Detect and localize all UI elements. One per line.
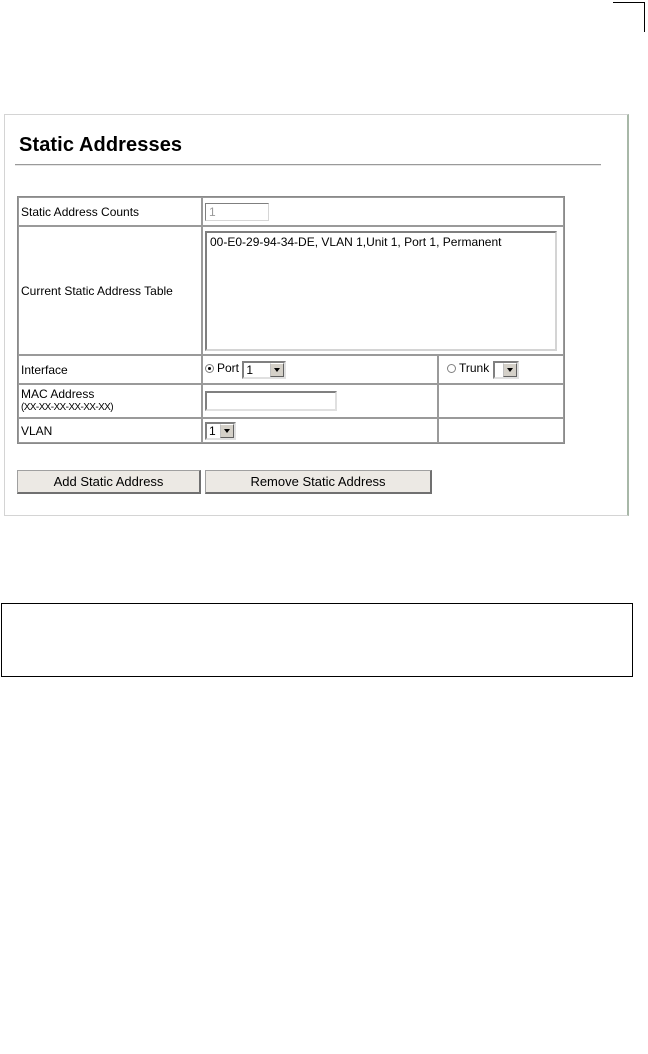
chevron-down-icon[interactable] <box>220 424 234 438</box>
mac-address-field[interactable] <box>205 391 337 411</box>
interface-port-cell <box>202 355 438 384</box>
trunk-select[interactable] <box>493 361 519 379</box>
title-divider <box>15 164 601 166</box>
static-address-counts-field <box>205 203 269 221</box>
port-select-value: 1 <box>246 362 254 377</box>
row-static-address-counts <box>18 197 564 226</box>
row-current-static-address-table <box>18 226 564 355</box>
static-address-counts-label: Static Address Counts <box>18 197 202 226</box>
static-addresses-panel <box>4 114 629 516</box>
page-corner-mark <box>613 2 645 32</box>
current-static-address-listbox[interactable] <box>205 231 557 351</box>
interface-label: Interface <box>18 355 202 384</box>
chevron-down-icon[interactable] <box>270 363 284 377</box>
remove-static-address-button[interactable]: Remove Static Address <box>205 470 432 494</box>
empty-text-box <box>1 603 633 677</box>
mac-address-label-cell <box>18 384 202 418</box>
row-vlan <box>18 418 564 443</box>
vlan-select[interactable] <box>205 422 236 440</box>
vlan-cell <box>202 418 438 443</box>
port-radio-group[interactable] <box>205 361 239 375</box>
current-static-address-table-cell <box>202 226 564 355</box>
static-address-counts-cell <box>202 197 564 226</box>
trunk-radio-icon[interactable] <box>447 364 456 373</box>
current-static-address-table-label: Current Static Address Table <box>18 226 202 355</box>
row-interface <box>18 355 564 384</box>
trunk-select-value <box>495 363 503 377</box>
port-radio-label: Port <box>217 361 240 376</box>
mac-address-empty-cell <box>438 384 564 418</box>
vlan-select-value: 1 <box>209 423 216 438</box>
list-item[interactable]: 00-E0-29-94-34-DE, VLAN 1,Unit 1, Port 1, Permanent <box>210 234 502 249</box>
vlan-label: VLAN <box>18 418 202 443</box>
row-mac-address <box>18 384 564 418</box>
static-address-form <box>17 196 565 444</box>
chevron-down-icon[interactable] <box>503 363 517 377</box>
page-title: Static Addresses <box>19 134 183 156</box>
interface-trunk-cell <box>438 355 564 384</box>
trunk-radio-label: Trunk <box>459 361 490 376</box>
vlan-empty-cell <box>438 418 564 443</box>
mac-address-label: MAC Address <box>21 387 95 401</box>
mac-address-format: (XX-XX-XX-XX-XX-XX) <box>21 402 113 413</box>
port-select[interactable] <box>242 361 286 379</box>
mac-address-cell <box>202 384 438 418</box>
trunk-radio-group[interactable] <box>447 361 489 375</box>
add-static-address-button[interactable]: Add Static Address <box>17 470 201 494</box>
port-radio-icon[interactable] <box>205 364 214 373</box>
